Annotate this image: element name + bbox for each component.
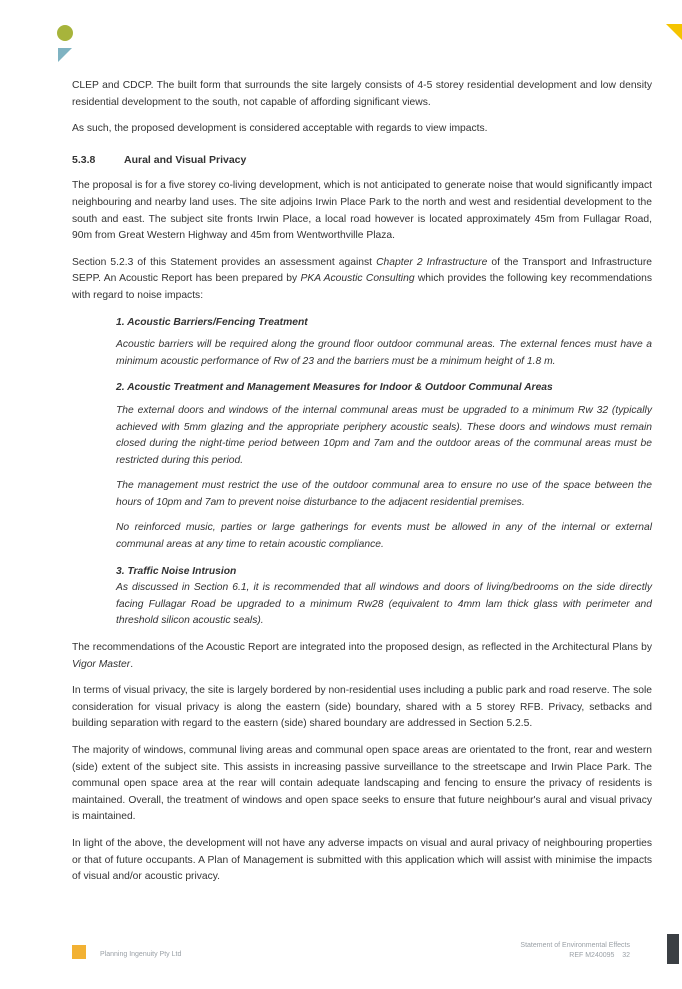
recommendation-2-text-2: The management must restrict the use of the outdoor communal area to ensure no use of the space between the hours of 10pm and 7am to prevent noise disturbance to the adjacent residential premises. bbox=[116, 480, 652, 508]
body-paragraph-1: The proposal is for a five storey co-living development, which is not anticipated to generate noise that would significantly impact neighbouring and nearby land uses. The site adjoins Irwin Place Park to the north and west and residential development to the south and east. The subject site fronts Irwin Place, a local road however is located approximately 45m from Fullagar Road, 90m from Great Western Highway and 45m from Wentworthville Plaza. bbox=[72, 180, 652, 242]
recommendation-3-text: As discussed in Section 6.1, it is recommended that all windows and doors of living/bedrooms on the side directly facing Fullagar Road be upgraded to a minimum Rw28 (equivalent to 4mm lam thick glass with perimeter and threshold silicon acoustic seals). bbox=[116, 582, 652, 627]
intro-paragraph-1: CLEP and CDCP. The built form that surrounds the site largely consists of 4-5 storey residential development and low density residential development to the south, not capable of affording significant views. bbox=[72, 80, 652, 108]
text-run-italic: Vigor Master bbox=[72, 658, 131, 670]
text-run: which provides the following key recommendations with regard to noise impacts: bbox=[72, 273, 652, 301]
text-run-italic: Chapter 2 Infrastructure bbox=[376, 256, 488, 268]
text-run: of the Transport and Infrastructure SEPP. An Acoustic Report has been prepared by bbox=[72, 256, 652, 285]
footer-company: Planning Ingenuity Pty Ltd bbox=[100, 951, 182, 958]
text-run: The recommendations of the Acoustic Report are integrated into the proposed design, as reflected in the Architectural Plans by bbox=[72, 642, 652, 654]
footer-doc-title: Statement of Environmental Effects bbox=[520, 942, 630, 949]
footer-ref-line bbox=[520, 951, 630, 961]
page-content bbox=[72, 78, 652, 896]
footer-bar-icon bbox=[667, 934, 679, 964]
footer-ref: REF M240095 bbox=[569, 952, 615, 959]
recommendation-1-text: Acoustic barriers will be required along the ground floor outdoor communal areas. The external fences must have a minimum acoustic performance of Rw of 23 and the barriers must be a minimum height of 1.8 m. bbox=[116, 339, 652, 367]
body-paragraph-2 bbox=[72, 255, 652, 305]
text-run-italic: PKA Acoustic Consulting bbox=[300, 273, 415, 285]
footer-page-number: 32 bbox=[622, 952, 630, 959]
intro-paragraph-2: As such, the proposed development is considered acceptable with regards to view impacts. bbox=[72, 123, 488, 135]
recommendation-2-text-3: No reinforced music, parties or large gatherings for events must be allowed in any of the internal or external communal areas at any time to retain acoustic compliance. bbox=[116, 522, 652, 551]
section-number: 5.3.8 bbox=[72, 153, 96, 166]
closing-paragraph-1 bbox=[72, 640, 652, 673]
text-run: Section 5.2.3 of this Statement provides an assessment against bbox=[72, 256, 377, 268]
logo-circle-icon bbox=[57, 25, 73, 41]
footer-logo-icon bbox=[72, 945, 86, 959]
recommendations-block bbox=[116, 315, 652, 631]
corner-tab-icon bbox=[666, 24, 682, 40]
logo-triangle-icon bbox=[58, 48, 72, 62]
section-title: Aural and Visual Privacy bbox=[124, 153, 247, 166]
text-run: . bbox=[130, 658, 134, 670]
recommendation-3-title: 3. Traffic Noise Intrusion bbox=[116, 565, 237, 577]
closing-paragraph-2: In terms of visual privacy, the site is largely bordered by non-residential uses including a public park and road reserve. The sole consideration for visual privacy is along the eastern (side) boundary, shared with a 5 storey RFB. Privacy, setbacks and building separation with regard to the eastern (side) shared boundary are addressed in Section 5.2.5. bbox=[72, 685, 652, 730]
closing-paragraph-3: The majority of windows, communal living areas and communal open space areas are orientated to the front, rear and western (side) extent of the subject site. This assists in increasing passive surveillance to the streetscape and Irwin Place Park. The communal open space area at the rear will contain adequate landscaping and fencing to ensure the privacy of residents is maintained. Overall, the treatment of windows and open space seeks to ensure that future neighbour's aural and visual privacy is maintained. bbox=[72, 745, 652, 823]
recommendation-1-title: 1. Acoustic Barriers/Fencing Treatment bbox=[116, 316, 308, 328]
footer-document-info bbox=[520, 941, 630, 961]
recommendation-2-text-1: The external doors and windows of the internal communal areas must be upgraded to a minimum Rw 32 (typically achieved with 5mm glazing and the appropriate periphery acoustic seals). These doors and windows must remain closed during the night-time period between 10pm and 7am and the outdoor areas of the communal areas must be restricted during this period. bbox=[116, 404, 652, 466]
closing-paragraph-4: In light of the above, the development will not have any adverse impacts on visual and aural privacy of neighbouring properties or that of future occupants. A Plan of Management is submitted with this application which will assist with minimise the impacts of visual and/or acoustic privacy. bbox=[72, 837, 652, 883]
recommendation-2-title: 2. Acoustic Treatment and Management Measures for Indoor & Outdoor Communal Areas bbox=[116, 382, 553, 394]
section-heading bbox=[72, 152, 652, 169]
